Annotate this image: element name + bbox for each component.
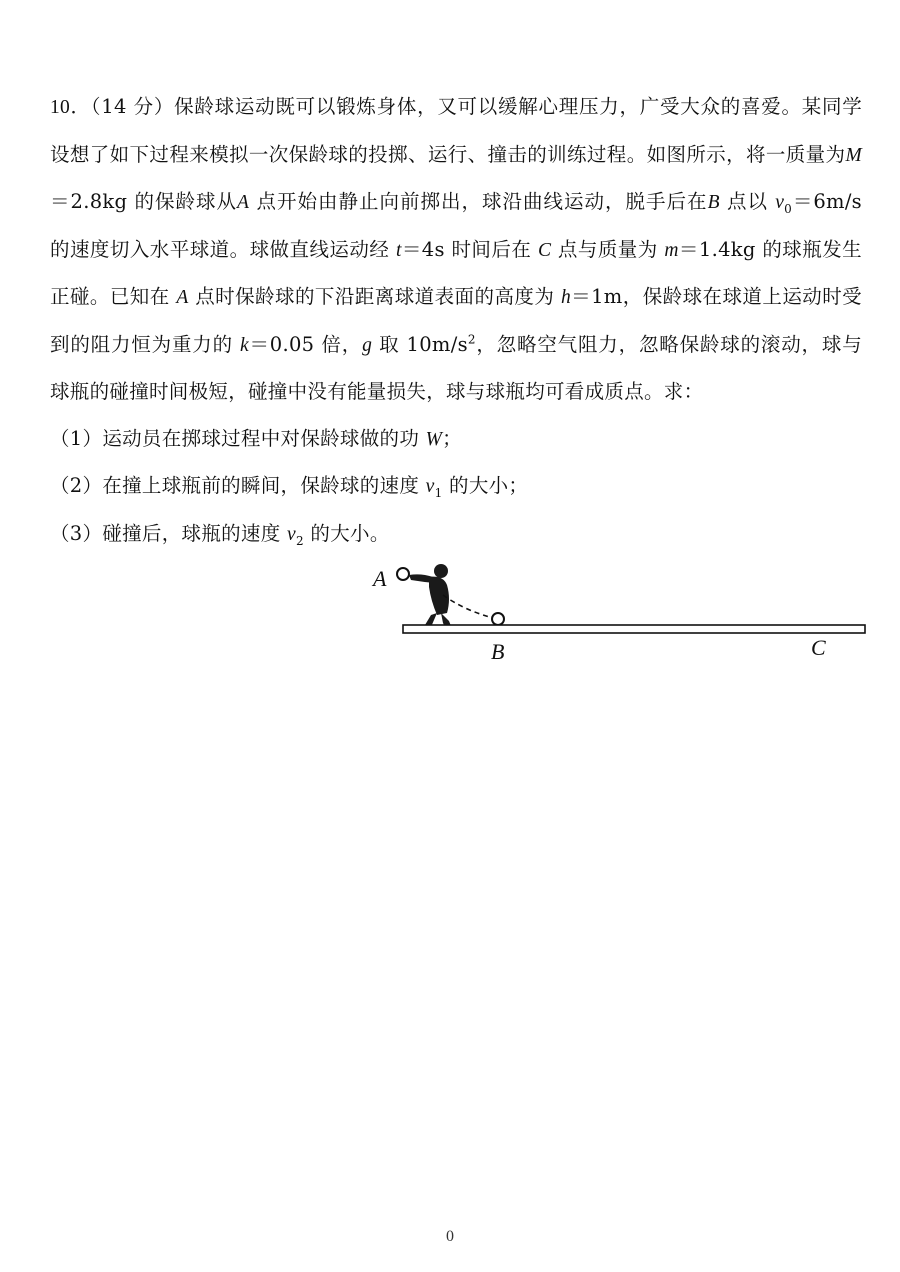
var-t: t xyxy=(395,239,402,261)
stem-text: ＝1.4kg 的球瓶发生正碰。已知在 xyxy=(50,237,862,308)
var-B: B xyxy=(707,192,720,213)
stem-text: 点以 xyxy=(719,190,776,213)
var-v1: v xyxy=(425,476,435,497)
var-v2: v xyxy=(287,523,296,545)
stem-text: ＝0.05 倍， xyxy=(248,332,363,356)
label-a: A xyxy=(373,566,387,591)
var-g: g xyxy=(362,334,373,356)
var-h: h xyxy=(560,287,571,308)
subscript: 1 xyxy=(434,485,443,500)
sub-question-label: （2） xyxy=(50,474,103,497)
stem-text: ＝1m，保龄球在球道上运动时受到的阻力恒为重力的 xyxy=(50,285,862,356)
var-m: m xyxy=(664,239,679,261)
sub-question-2 xyxy=(50,463,862,511)
label-b: B xyxy=(491,639,505,664)
stem-text: ＝6m/s 的速度切入水平球道。球做直线运动经 xyxy=(50,190,862,261)
var-A: A xyxy=(237,192,250,213)
ball-trajectory xyxy=(443,595,497,619)
sub-question-text: 运动员在掷球过程中对保龄球做的功 xyxy=(102,426,426,450)
sub-question-label: （3） xyxy=(50,521,103,545)
var-M: M xyxy=(845,144,862,166)
problem-number: 10． xyxy=(50,97,91,118)
sub-question-tail: ； xyxy=(442,426,462,450)
physics-problem-10 xyxy=(50,84,862,558)
sub-question-3 xyxy=(50,511,862,559)
stem-text: 点开始由静止向前掷出，球沿曲线运动，脱手后在 xyxy=(249,190,708,213)
bowler-figure xyxy=(409,564,453,633)
stem-text: 点与质量为 xyxy=(551,237,665,261)
var-A: A xyxy=(176,287,189,308)
bowling-lane xyxy=(403,625,865,633)
var-C: C xyxy=(537,239,552,261)
sub-question-text: 在撞上球瓶前的瞬间，保龄球的速度 xyxy=(102,474,426,497)
sub-question-tail: 的大小。 xyxy=(303,521,390,545)
superscript: 2 xyxy=(467,332,476,346)
subscript: 0 xyxy=(784,201,793,216)
stem-text: 取 10m/s xyxy=(372,332,468,356)
label-c: C xyxy=(811,635,826,660)
stem-text: 保龄球运动既可以锻炼身体，又可以缓解心理压力，广受大众的喜爱。某同学设想了如下过程来模拟一次保龄球的投掷、运行、撞击的训练过程。如图所示，将一质量为 xyxy=(50,95,863,166)
problem-score: （14 分） xyxy=(90,95,175,118)
stem-text: ，忽略空气阻力，忽略保龄球的滚动，球与球瓶的碰撞时间极短，碰撞中没有能量损失，球与球瓶均可看成质点。求： xyxy=(50,332,862,403)
sub-question-text: 碰撞后，球瓶的速度 xyxy=(102,521,288,545)
problem-stem xyxy=(50,84,862,416)
page-number: 0 xyxy=(446,1228,454,1245)
sub-question-tail: 的大小； xyxy=(442,474,529,497)
bowling-ball-at-a xyxy=(397,568,409,580)
sub-question-label: （1） xyxy=(50,426,103,450)
var-v: v xyxy=(775,192,785,213)
bowling-lane-figure xyxy=(365,555,875,665)
sub-question-1 xyxy=(50,416,862,464)
stem-text: 点时保龄球的下沿距离球道表面的高度为 xyxy=(188,285,561,308)
stem-text: ＝4s 时间后在 xyxy=(401,237,538,261)
var-W: W xyxy=(425,428,443,450)
subscript: 2 xyxy=(295,533,304,548)
var-k: k xyxy=(239,334,249,356)
bowling-ball-at-b xyxy=(492,613,504,625)
stem-text: ＝2.8kg 的保龄球从 xyxy=(50,190,238,213)
